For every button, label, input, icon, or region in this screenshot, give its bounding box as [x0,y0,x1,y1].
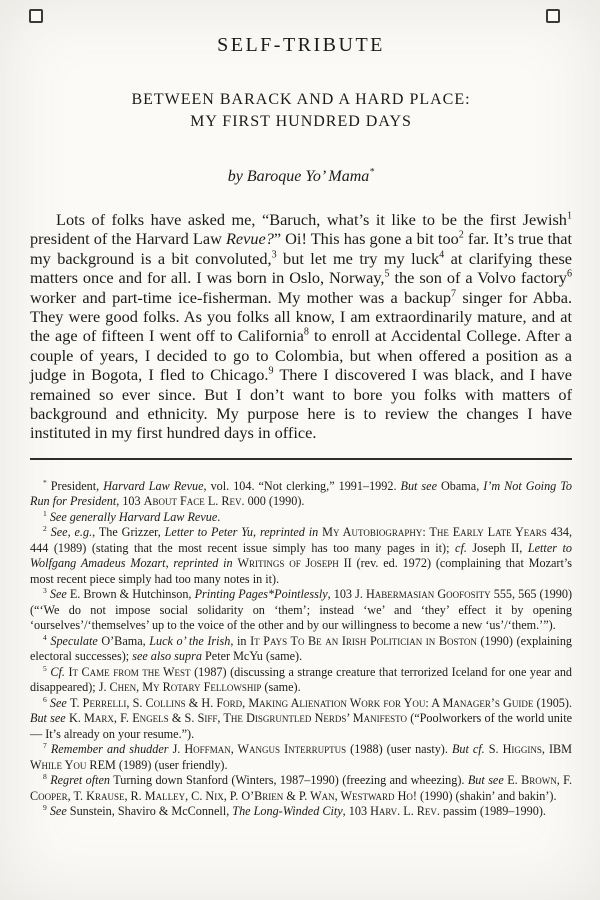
page-content [30,0,572,820]
footnote-separator-rule [30,458,572,460]
footnote-8: $^8$ Regret often Turning down Stanford (Winters, 1987–1990) (freezing and wheezing). But see E. Brown, F. Cooper, T. Krause, R. Malley, C. Nix, P. O’Brien & P. Wan, Westward Ho! (1990) (shakin’ and bakin’). [30,772,573,803]
footnote-6: $^6$ See T. Perrelli, S. Collins & H. Ford, Making Alienation Work for You: A Manager’s Guide (1905). But see K. Marx, F. Engels & S. Siff, The Disgruntled Nerds’ Manifesto (“Poolworkers of the world unite — It’s already on your resume.”). [30,694,572,741]
footnote-1: $^1$ See generally Harvard Law Revue. [43,508,221,524]
footnote-3: $^3$ See E. Brown & Hutchinson, Printing Pages*Pointlessly, 103 J. Habermasian Goofosity 555, 565 (1990) (“‘We do not impose social solidarity on ‘them’; instead ‘we’ and ‘they’ effect it by opening ‘ourselves’/‘themselves’ up to the voice of the other and by our willingness to become a new ‘us’/‘them.’”). [30,586,573,633]
article-title: SELF-TRIBUTE [217,34,385,56]
footnote-star: * President, Harvard Law Revue, vol. 104. “Not clerking,” 1991–1992. But see Obama, I’m Not Going To Run for President, 103 About Face L. Rev. 000 (1990). [30,477,573,509]
footnote-5: $^5$ Cf. It Came from the West (1987) (discussing a strange creature that terrorized Iceland for one year and disappeared); J. Chen, My Rotary Fellowship (same). [30,663,573,695]
article-subtitle [30,89,572,133]
footnote-2: $^2$ See, e.g., The Grizzer, Letter to Peter Yu, reprinted in My Autobiography: The Early Late Years 434, 444 (1989) (stating that the most recent issue simply has too many pages in it); cf. Joseph II, Letter to Wolfgang Amadeus Mozart, reprinted in Writings of Joseph II (rev. ed. 1972) (complaining that Mozart’s most recent piece simply had too many notes in it). [30,524,573,586]
subtitle-line-1: BETWEEN BARACK AND A HARD PLACE: [131,91,471,108]
footnote-4: $^4$ Speculate O’Bama, Luck o’ the Irish, in It Pays To Be an Irish Politician in Boston (1990) (explaining electoral successes); see also supra Peter McYu (same). [30,632,573,664]
byline: by Baroque Yo’ Mama* [227,166,375,185]
footnote-7: $^7$ Remember and shudder J. Hoffman, Wangus Interruptus (1988) (user nasty). But cf. S. Higgins, IBM While You REM (1989) (user friendly). [30,741,573,772]
footnotes-section [30,479,572,820]
body-paragraph: Lots of folks have asked me, “Baruch, what’s it like to be the first Jewish$^1$ president of the Harvard Law Revue?” Oi! This has gone a bit too$^2$ far. It’s true that my background is a bit convoluted,$^3$ but let me try my luck$^4$ at clarifying these matters once and for all. I was born in Oslo, Norway,$^5$ the son of a Volvo factory$^6$ worker and part-time ice-fisherman. My mother was a backup$^7$ singer for Abba. They were good folks. As you folks all know, I am extraordinarily mature, and at the age of fifteen I went off to California$^8$ to enroll at Accidental College. After a couple of years, I decided to go to Colombia, but when offered a position as a judge in Bogota, I fled to Chicago.$^9$ There I discovered I was black, and I have remained so ever since. But I don’t want to bore you folks with matters of background and ethnicity. My purpose here is to review the changes I have instituted in my first hundred days in office. [30,210,573,443]
subtitle-line-2: MY FIRST HUNDRED DAYS [190,113,412,130]
footnote-9: $^9$ See Sunstein, Shaviro & McConnell, The Long-Winded City, 103 Harv. L. Rev. passim (1989–1990). [43,803,546,819]
